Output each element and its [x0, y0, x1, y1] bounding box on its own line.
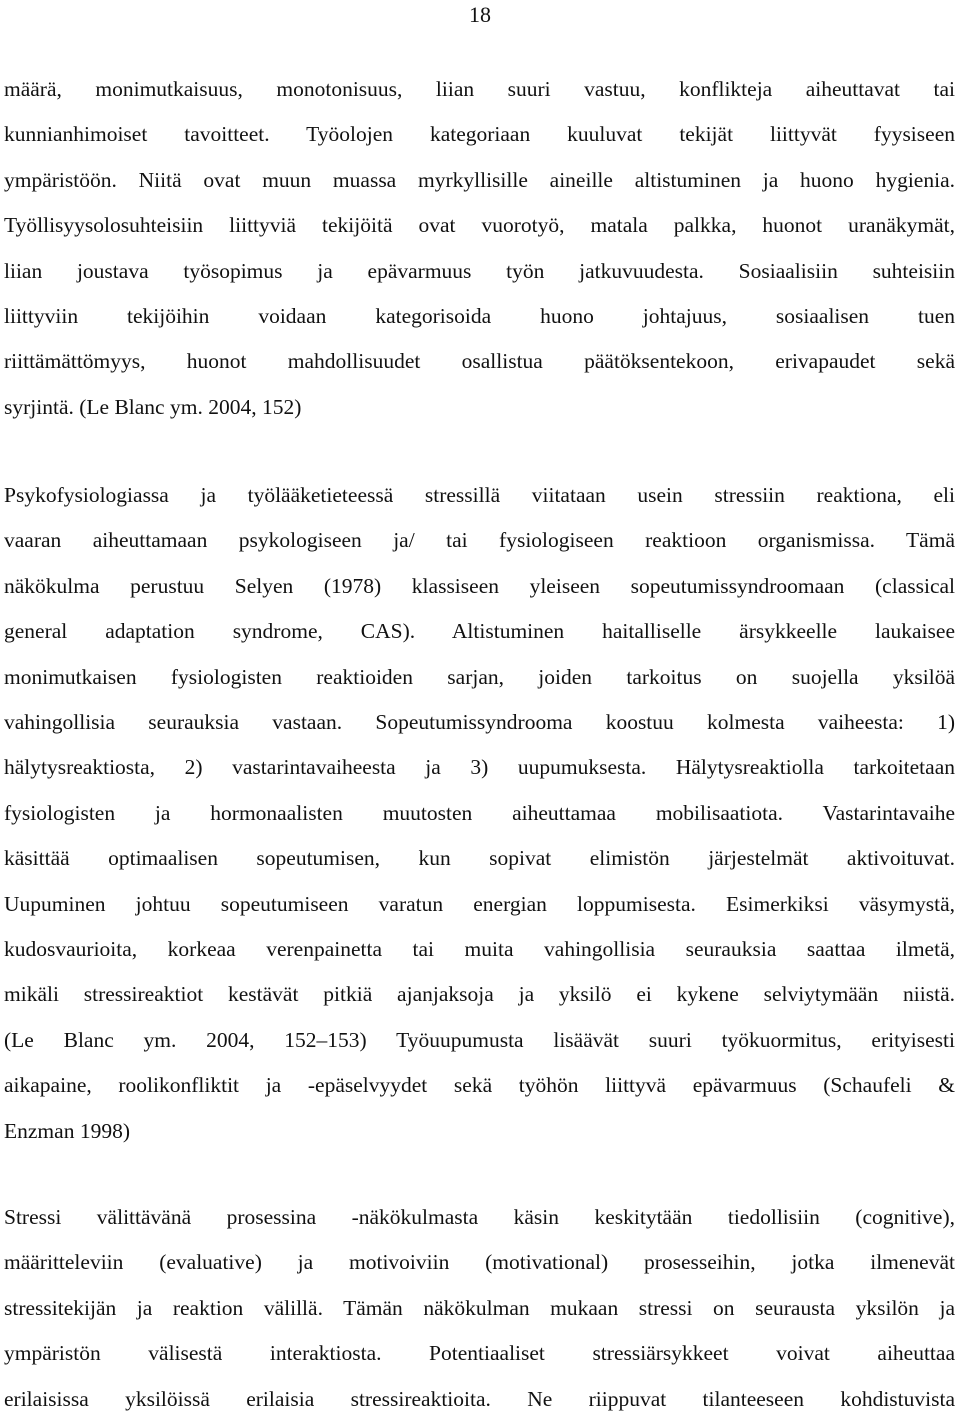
text-line: käsittää optimaalisen sopeutumisen, kun sopivat elimistön järjestelmät aktivoituvat. [4, 846, 955, 871]
text-line: general adaptation syndrome, CAS). Altistuminen haitalliselle ärsykkeelle laukaisee [4, 619, 955, 644]
text-line: erilaisissa yksilöissä erilaisia stressireaktioita. Ne riippuvat tilanteeseen kohdistuvista [4, 1386, 955, 1411]
text-line: (Le Blanc ym. 2004, 152–153) Työuupumusta lisäävät suuri työkuormitus, erityisesti [4, 1027, 955, 1052]
text-line: kunnianhimoiset tavoitteet. Työolojen kategoriaan kuuluvat tekijät liittyvät fyysiseen [4, 122, 955, 147]
text-line: ympäristöön. Niitä ovat muun muassa myrkyllisille aineille altistuminen ja huono hygienia. [4, 167, 955, 192]
text-line: aikapaine, roolikonfliktit ja -epäselvyydet sekä työhön liittyvä epävarmuus (Schaufeli & [4, 1073, 955, 1098]
text-line: monimutkaisen fysiologisten reaktioiden sarjan, joiden tarkoitus on suojella yksilöä [4, 664, 955, 689]
text-line: kudosvaurioita, korkeaa verenpainetta tai muita vahingollisia seurauksia saattaa ilmetä, [4, 937, 955, 962]
text-line: vahingollisia seurauksia vastaan. Sopeutumissyndrooma koostuu kolmesta vaiheesta: 1) [4, 710, 955, 735]
text-line: Uupuminen johtuu sopeutumiseen varatun energian loppumisesta. Esimerkiksi väsymystä, [4, 891, 955, 916]
text-line: stressitekijän ja reaktion välillä. Tämän näkökulman mukaan stressi on seurausta yksilön ja [4, 1295, 955, 1320]
text-line: vaaran aiheuttamaan psykologiseen ja/ tai fysiologiseen reaktioon organismissa. Tämä [4, 528, 955, 553]
page-number: 18 [469, 2, 491, 27]
text-line: fysiologisten ja hormonaalisten muutosten aiheuttamaa mobilisaatiota. Vastarintavaihe [4, 800, 955, 825]
text-line: ympäristön välisestä interaktiosta. Potentiaaliset stressiärsykkeet voivat aiheuttaa [4, 1341, 955, 1366]
paragraph-stress-as-process [4, 1195, 955, 1422]
text-line: mikäli stressireaktiot kestävät pitkiä ajanjaksoja ja yksilö ei kykene selviytymään niistä. [4, 982, 955, 1007]
text-line: Stressi välittävänä prosessina -näkökulmasta käsin keskitytään tiedollisiin (cognitive), [4, 1205, 955, 1229]
text-line: Psykofysiologiassa ja työlääketieteessä stressillä viitataan usein stressiin reaktiona, eli [4, 483, 955, 507]
text-line: liian joustava työsopimus ja epävarmuus työn jatkuvuudesta. Sosiaalisiin suhteisiin [4, 258, 955, 283]
text-line: riittämättömyys, huonot mahdollisuudet osallistua päätöksentekoon, erivapaudet sekä [4, 349, 955, 374]
text-line: määrä, monimutkaisuus, monotonisuus, liian suuri vastuu, konflikteja aiheuttavat tai [4, 77, 955, 101]
paragraph-stress-as-reaction [4, 473, 955, 1154]
text-line: Työllisyysolosuhteisiin liittyviä tekijöitä ovat vuorotyö, matala palkka, huonot uranäkymät, [4, 213, 955, 238]
text-line: liittyviin tekijöihin voidaan kategorisoida huono johtajuus, sosiaalisen tuen [4, 304, 955, 329]
text-line: näkökulma perustuu Selyen (1978) klassiseen yleiseen sopeutumissyndroomaan (classical [4, 573, 955, 598]
text-line: Enzman 1998) [4, 1118, 130, 1143]
paragraph-stress-factors [4, 67, 955, 430]
text-line: määritteleviin (evaluative) ja motivoiviin (motivational) prosesseihin, jotka ilmenevät [4, 1250, 955, 1275]
text-line: syrjintä. (Le Blanc ym. 2004, 152) [4, 394, 302, 419]
text-line: hälytysreaktiosta, 2) vastarintavaiheesta ja 3) uupumuksesta. Hälytysreaktiolla tarkoitetaan [4, 755, 955, 780]
